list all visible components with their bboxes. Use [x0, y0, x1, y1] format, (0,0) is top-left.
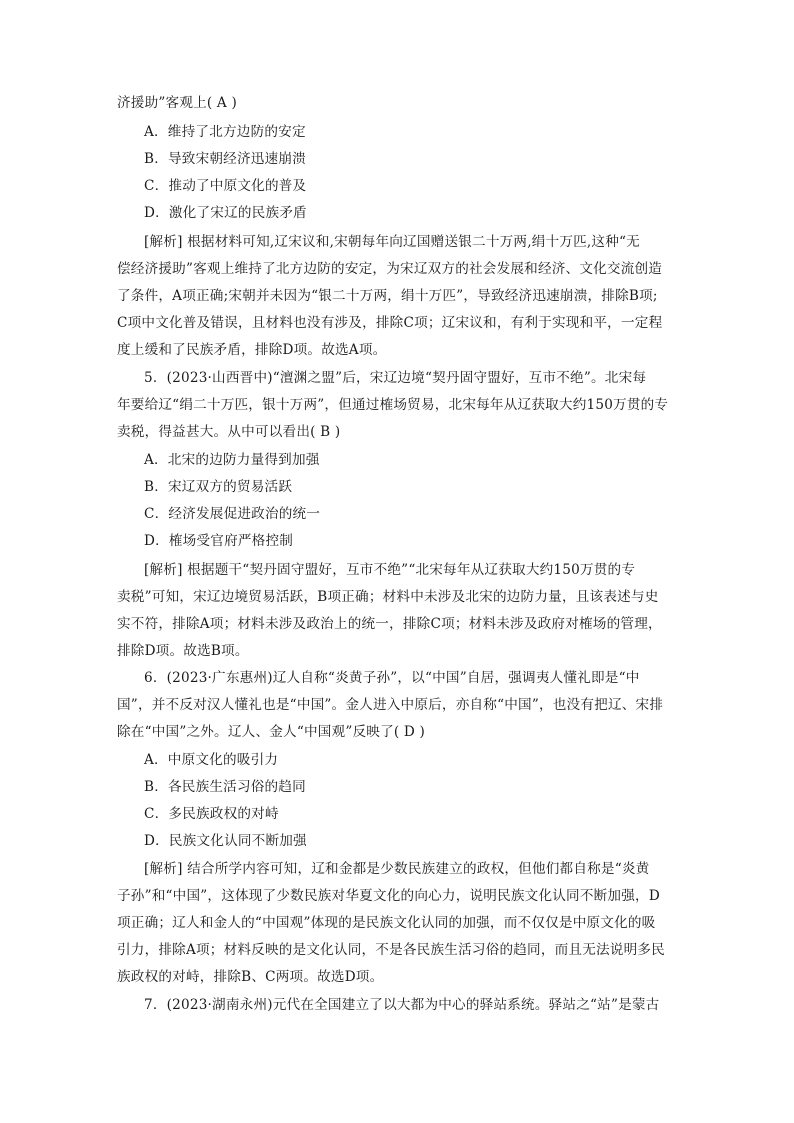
- option-line: D．激化了宋辽的民族矛盾: [144, 205, 307, 221]
- option-line: A．北宋的边防力量得到加强: [144, 452, 320, 468]
- option-line: B．宋辽双方的贸易活跃: [144, 479, 293, 495]
- option-line: A．维持了北方边防的安定: [144, 124, 306, 140]
- text-line: 子孙”和“中国”，这体现了少数民族对华夏文化的向心力，说明民族文化认同不断加强，D: [117, 888, 660, 904]
- option-line: A．中原文化的吸引力: [144, 752, 279, 768]
- option-line: B．导致宋朝经济迅速崩溃: [144, 151, 306, 167]
- analysis-line: [解析] 结合所学内容可知，辽和金都是少数民族建立的政权，但他们都自称是“炎黄: [144, 861, 650, 877]
- analysis-line: [解析] 根据题干“契丹固守盟好，互市不绝”“北宋每年从辽获取大约150万贯的专: [144, 562, 636, 578]
- text-line: C项中文化普及错误，且材料也没有涉及，排除C项；辽宋议和，有利于实现和平，一定程: [117, 315, 663, 331]
- text-line: 度上缓和了民族矛盾，排除D项。故选A项。: [117, 342, 387, 358]
- text-line: 国”，并不反对汉人懂礼也是“中国”。金人进入中原后，亦自称“中国”，也没有把辽、宋排: [117, 697, 664, 713]
- text-line: 济援助”客观上( A ): [117, 95, 237, 111]
- text-line: 卖税，得益甚大。从中可以看出( B ): [117, 424, 341, 440]
- text-line: 族政权的对峙，排除B、C两项。故选D项。: [117, 969, 384, 985]
- analysis-line: [解析] 根据材料可知,辽宋议和,宋朝每年向辽国赠送银二十万两,绢十万匹,这种“无: [144, 234, 640, 250]
- text-line: 偿经济援助”客观上维持了北方边防的安定，为宋辽双方的社会发展和经济、文化交流创造: [117, 261, 663, 277]
- option-line: D．民族文化认同不断加强: [144, 833, 307, 849]
- option-line: C．推动了中原文化的普及: [144, 178, 307, 194]
- option-line: D．榷场受官府严格控制: [144, 533, 294, 549]
- text-line: 年要给辽“绢二十万匹，银十万两”，但通过榷场贸易，北宋每年从辽获取大约150万贯的专: [117, 397, 669, 413]
- option-line: C．经济发展促进政治的统一: [144, 506, 321, 522]
- text-line: 了条件，A项正确;宋朝并未因为“银二十万两，绢十万匹”，导致经济迅速崩溃，排除B项;: [117, 288, 658, 304]
- text-line: 项正确；辽人和金人的“中国观”体现的是民族文化认同的加强，而不仅仅是中原文化的吸: [117, 915, 656, 931]
- option-line: C．多民族政权的对峙: [144, 806, 279, 822]
- text-line: 排除D项。故选B项。: [117, 643, 249, 659]
- text-line: 除在“中国”之外。辽人、金人“中国观”反映了( D ): [117, 724, 426, 740]
- option-line: B．各民族生活习俗的趋同: [144, 779, 306, 795]
- question-line: 6．(2023·广东惠州)辽人自称“炎黄子孙”，以“中国”自居，强调夷人懂礼即是“中: [144, 670, 640, 686]
- question-line: 5．(2023·山西晋中)“澶渊之盟”后，宋辽边境“契丹固守盟好，互市不绝”。北宋每: [144, 370, 647, 386]
- question-line: 7．(2023·湖南永州)元代在全国建立了以大都为中心的驿站系统。驿站之“站”是蒙古: [144, 997, 660, 1013]
- text-line: 引力，排除A项；材料反映的是文化认同，不是各民族生活习俗的趋同，而且无法说明多民: [117, 942, 665, 958]
- text-line: 实不符，排除A项；材料未涉及政治上的统一，排除C项；材料未涉及政府对榷场的管理，: [117, 616, 662, 632]
- text-line: 卖税”可知，宋辽边境贸易活跃，B项正确；材料中未涉及北宋的边防力量，且该表述与史: [117, 589, 659, 605]
